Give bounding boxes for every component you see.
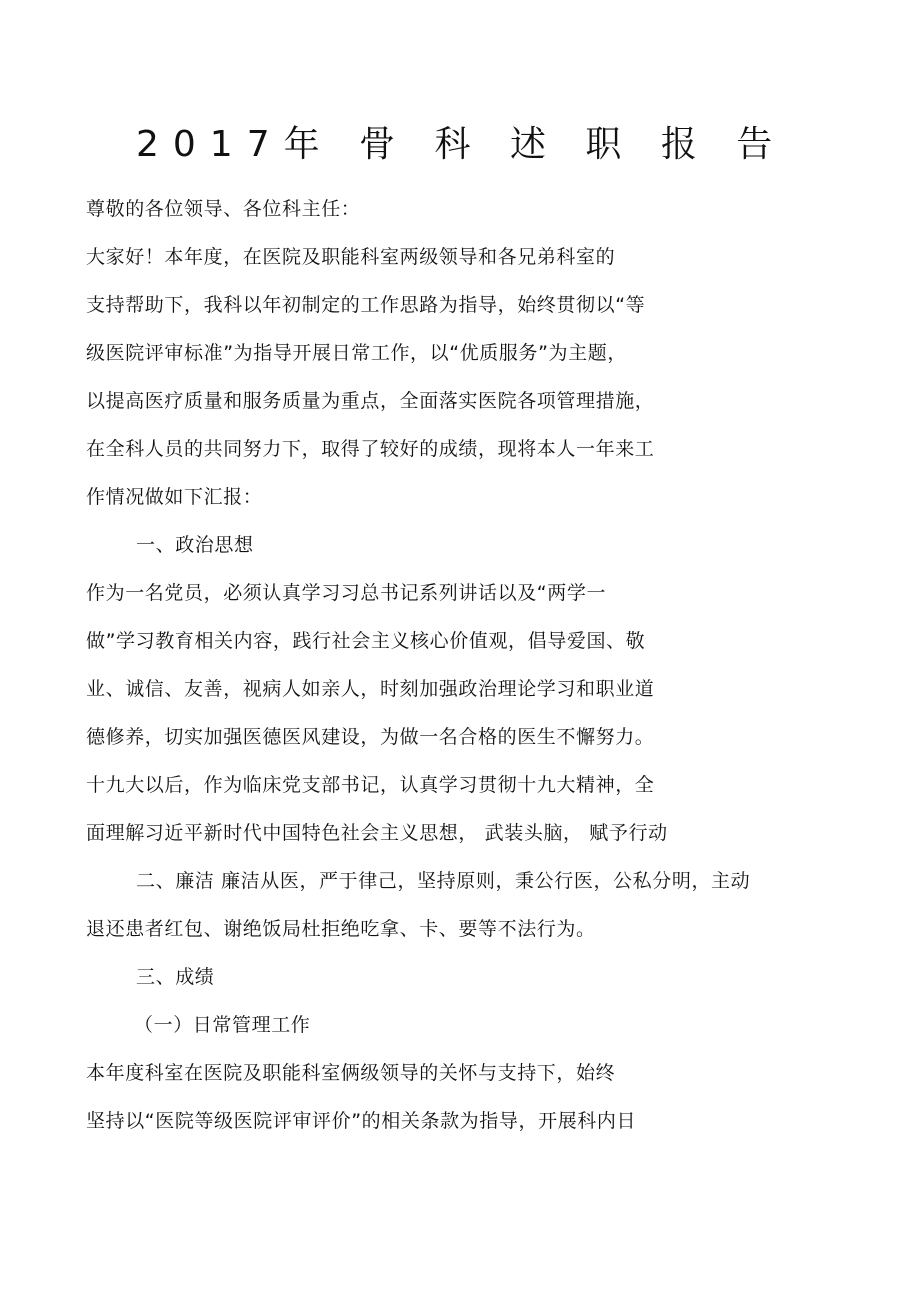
- paragraph-line: 作为一名党员，必须认真学习习总书记系列讲话以及“两学一: [86, 582, 607, 604]
- document-title: 2017年 骨 科 述 职 报 告: [136, 124, 787, 165]
- section-heading-achievements: 三、成绩: [136, 966, 215, 988]
- salutation: 尊敬的各位领导、各位科主任：: [86, 198, 361, 220]
- paragraph-line: 德修养，切实加强医德医风建设，为做一名合格的医生不懈努力。: [86, 726, 655, 748]
- paragraph-line: 坚持以“医院等级医院评审评价”的相关条款为指导，开展科内日: [86, 1110, 637, 1132]
- paragraph-line: 以提高医疗质量和服务质量为重点，全面落实医院各项管理措施，: [86, 390, 655, 412]
- paragraph-line: 面理解习近平新时代中国特色社会主义思想， 武装头脑， 赋予行动: [86, 822, 668, 844]
- paragraph-line: 在全科人员的共同努力下，取得了较好的成绩，现将本人一年来工: [86, 438, 655, 460]
- subsection-heading-daily-management: （一）日常管理工作: [134, 1014, 311, 1036]
- paragraph-line: 支持帮助下，我科以年初制定的工作思路为指导，始终贯彻以“等: [86, 294, 646, 316]
- paragraph-line: 业、诚信、友善，视病人如亲人，时刻加强政治理论学习和职业道: [86, 678, 655, 700]
- paragraph-line: 十九大以后，作为临床党支部书记，认真学习贯彻十九大精神，全: [86, 774, 655, 796]
- paragraph-line: 做”学习教育相关内容，践行社会主义核心价值观，倡导爱国、敬: [86, 630, 646, 652]
- paragraph-line: 退还患者红包、谢绝饭局杜拒绝吃拿、卡、要等不法行为。: [86, 918, 596, 940]
- paragraph-line: 作情况做如下汇报：: [86, 486, 263, 508]
- section-heading-integrity: 二、廉洁 廉洁从医，严于律己，坚持原则，秉公行医，公私分明，主动: [136, 870, 751, 892]
- paragraph-line: 级医院评审标准”为指导开展日常工作，以“优质服务”为主题，: [86, 342, 627, 364]
- paragraph-line: 大家好！本年度，在医院及职能科室两级领导和各兄弟科室的: [86, 246, 616, 268]
- section-heading-politics: 一、政治思想: [136, 534, 254, 556]
- paragraph-line: 本年度科室在医院及职能科室俩级领导的关怀与支持下，始终: [86, 1062, 616, 1084]
